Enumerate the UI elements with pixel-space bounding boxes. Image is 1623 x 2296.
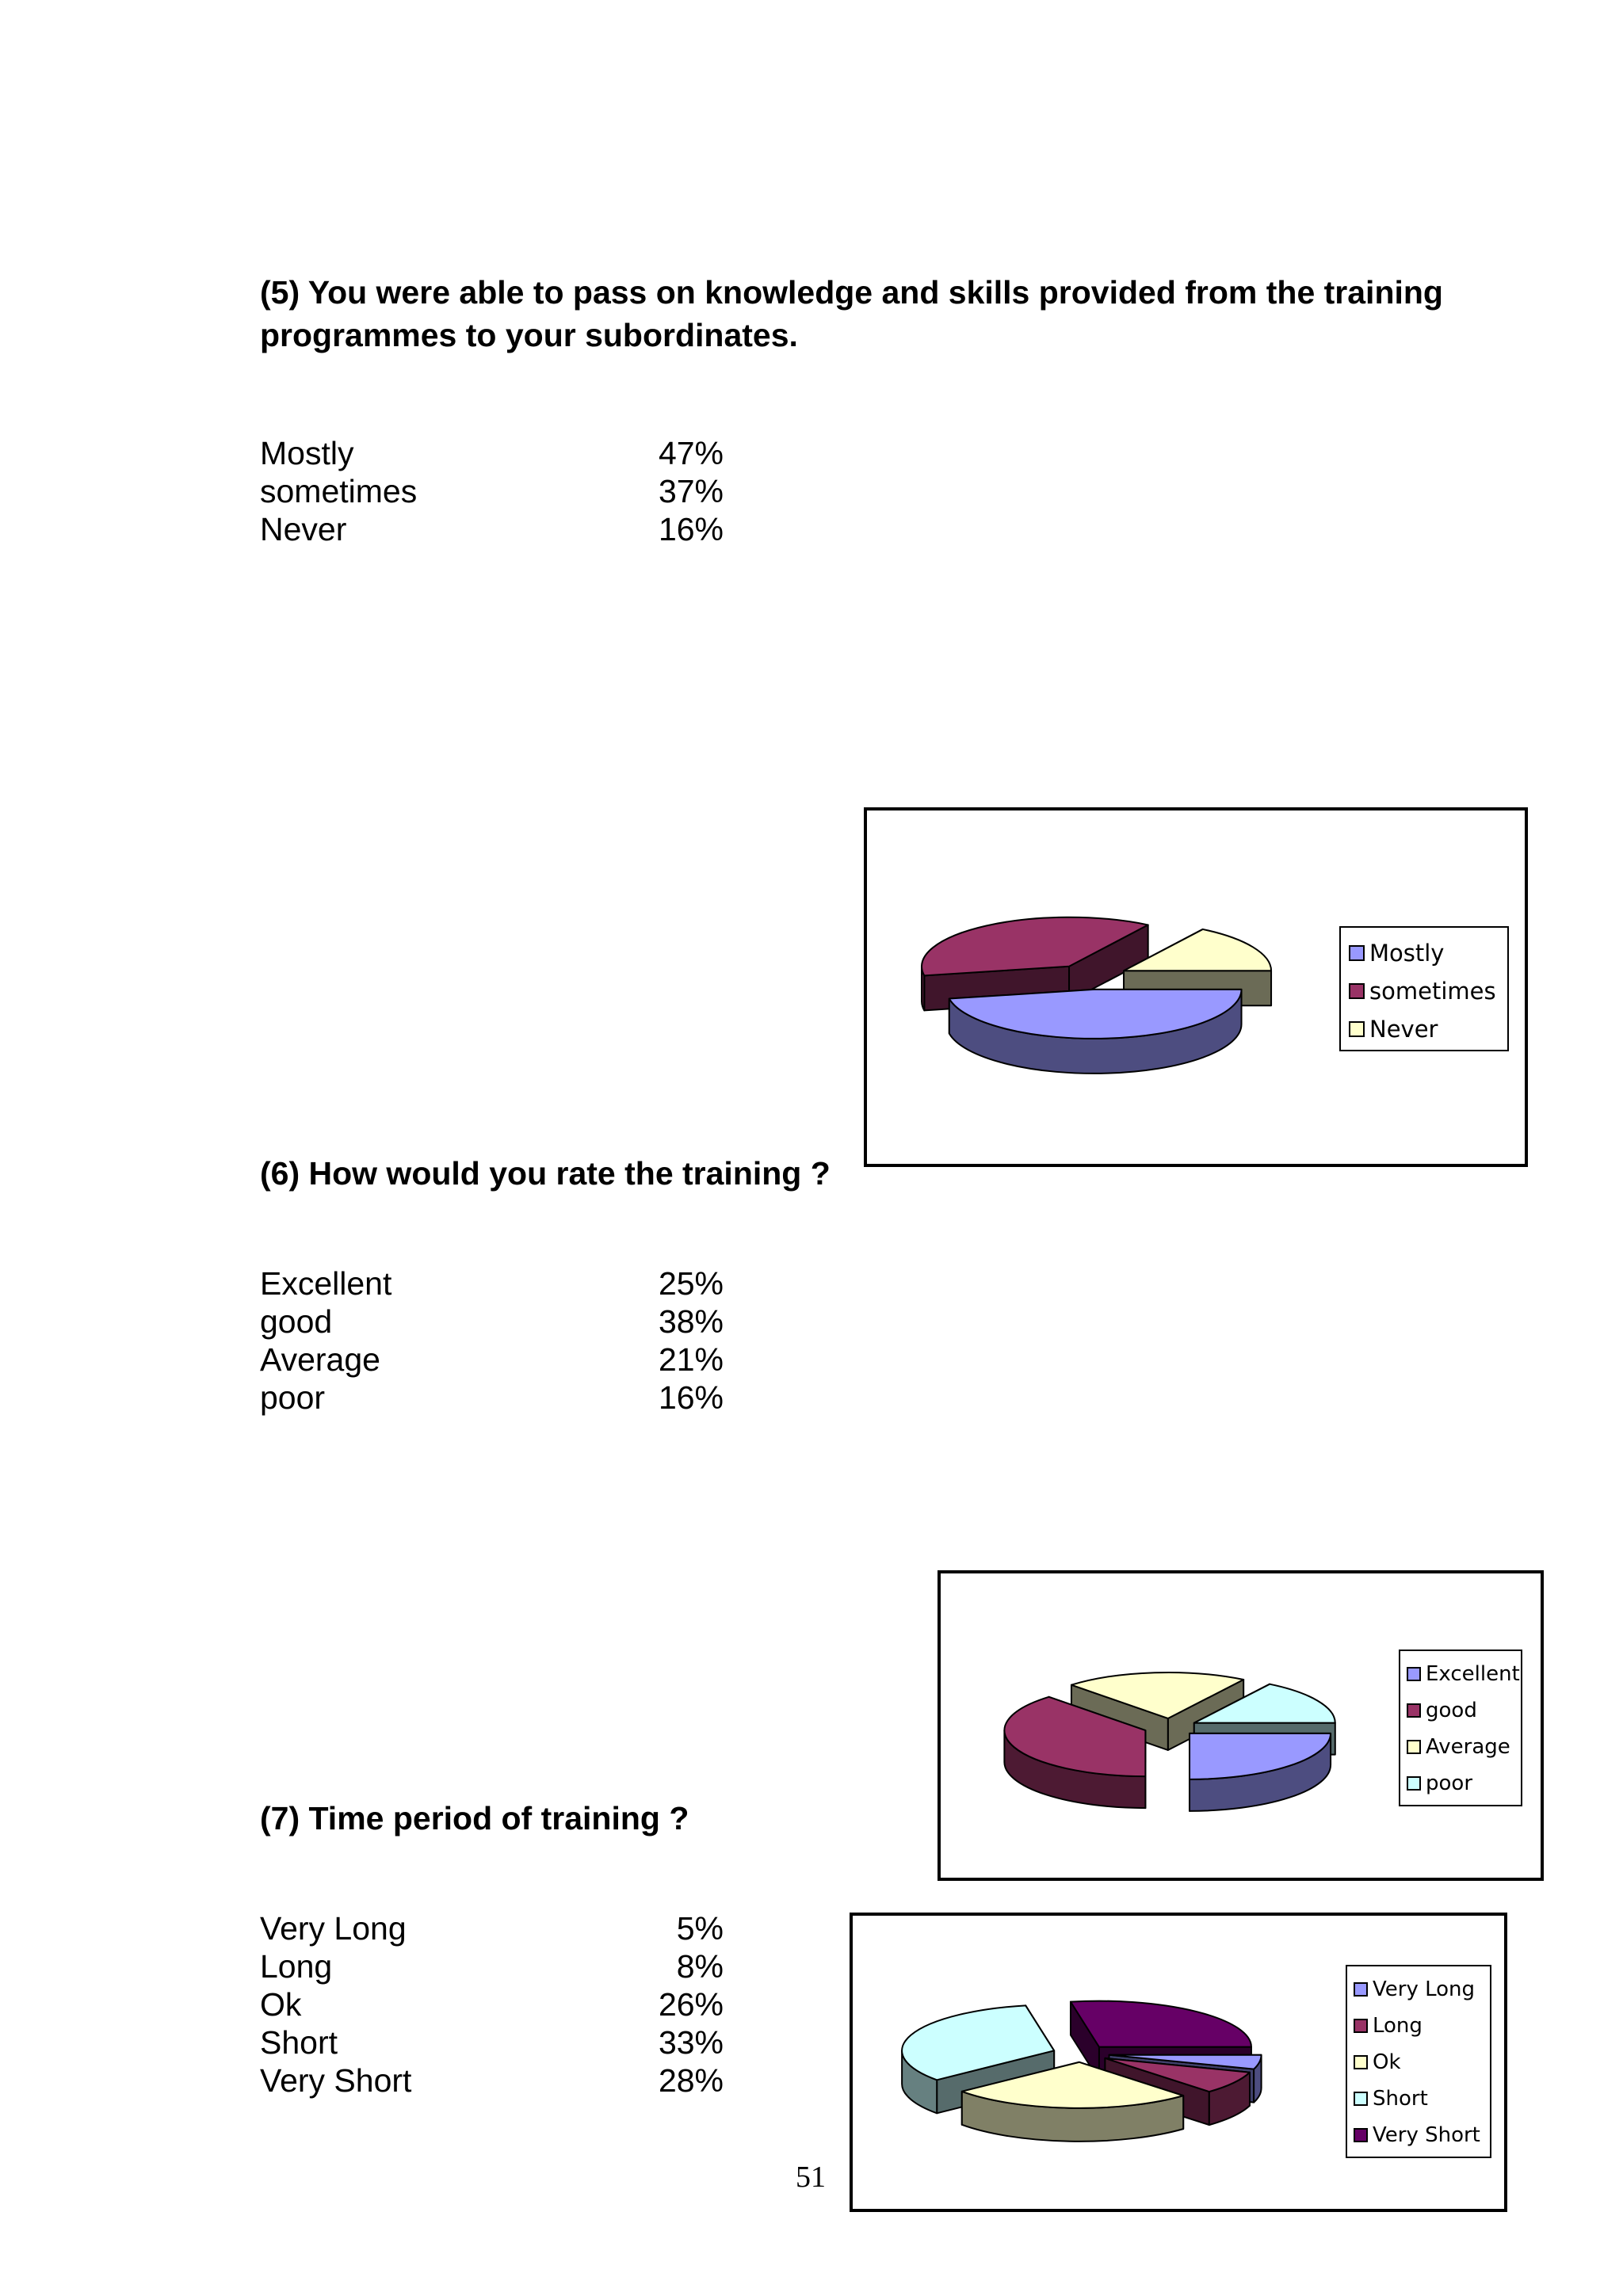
legend-item [1349,934,1499,972]
legend-label: Never [1369,1016,1438,1043]
table-row [260,434,724,472]
legend-label: Excellent [1426,1662,1520,1686]
table-row [260,1379,724,1417]
pie-chart-question-7 [850,1913,1507,2212]
row-label: Ok [260,1986,302,2023]
chart-legend [1339,926,1509,1051]
table-row [260,1341,724,1379]
legend-item [1354,2044,1484,2081]
table-row [260,510,724,548]
legend-label: sometimes [1369,978,1496,1005]
question-5-table [260,434,724,548]
row-label: Short [260,2024,338,2061]
row-label: Mostly [260,435,354,471]
legend-item [1354,2117,1484,2153]
pie-slice-mostly [949,990,1242,1074]
legend-swatch [1354,2055,1368,2069]
row-value: 28% [658,2062,724,2099]
legend-label: Short [1373,2087,1428,2111]
legend-swatch [1349,945,1365,961]
row-value: 16% [658,511,724,547]
legend-item [1407,1656,1520,1692]
pie-chart-question-5 [864,807,1528,1167]
table-row [260,2061,724,2100]
question-7-title: (7) Time period of training ? [260,1800,689,1836]
legend-swatch [1407,1776,1421,1791]
question-7-table [260,1909,724,2100]
row-label: Excellent [260,1265,392,1302]
question-6-table [260,1264,724,1417]
table-row [260,1302,724,1341]
table-row [260,1264,724,1302]
row-value: 16% [658,1379,724,1416]
legend-item [1349,972,1499,1010]
legend-label: good [1426,1699,1477,1722]
legend-label: Mostly [1369,940,1445,967]
legend-item [1354,2008,1484,2044]
legend-item [1407,1765,1514,1802]
legend-swatch [1354,2019,1368,2033]
row-label: Very Long [260,1910,407,1947]
table-row [260,2023,724,2061]
table-row [260,1947,724,1985]
question-6-title: (6) How would you rate the training ? [260,1155,831,1192]
row-value: 47% [658,435,724,471]
pie-slice-excellent [1190,1733,1331,1811]
legend-item [1407,1692,1514,1729]
row-label: poor [260,1379,326,1416]
legend-item [1354,2081,1484,2117]
row-value: 21% [658,1341,724,1378]
row-label: Average [260,1341,380,1378]
table-row [260,472,724,510]
legend-item [1407,1729,1514,1765]
legend-swatch [1407,1703,1421,1718]
legend-label: Ok [1373,2050,1401,2074]
page-number: 51 [796,2161,826,2194]
row-value: 8% [676,1948,724,1985]
row-value: 25% [658,1265,724,1302]
pie-chart-question-6 [938,1570,1544,1881]
row-value: 33% [658,2024,724,2061]
row-label: Very Short [260,2062,412,2099]
row-value: 38% [658,1303,724,1340]
row-value: 37% [658,473,724,509]
legend-swatch [1407,1740,1421,1754]
legend-swatch [1354,1982,1368,1997]
row-label: Long [260,1948,333,1985]
legend-label: Long [1373,2014,1423,2038]
chart-legend [1346,1965,1491,2158]
chart-legend [1399,1650,1522,1806]
legend-label: Very Long [1373,1978,1476,2001]
row-label: sometimes [260,473,418,509]
row-value: 5% [676,1910,724,1947]
legend-item [1349,1010,1499,1048]
legend-label: Very Short [1373,2123,1480,2147]
legend-swatch [1349,983,1365,999]
legend-swatch [1354,2092,1368,2106]
row-label: Never [260,511,347,547]
question-5-title: (5) You were able to pass on knowledge and skills provided from the training programmes to your subordinates. [260,274,1443,353]
legend-swatch [1354,2128,1368,2142]
legend-swatch [1349,1021,1365,1037]
legend-swatch [1407,1667,1421,1681]
legend-label: poor [1426,1772,1473,1795]
row-label: good [260,1303,333,1340]
legend-label: Average [1426,1735,1510,1759]
legend-item [1354,1971,1484,2008]
table-row [260,1909,724,1947]
row-value: 26% [658,1986,724,2023]
table-row [260,1985,724,2023]
